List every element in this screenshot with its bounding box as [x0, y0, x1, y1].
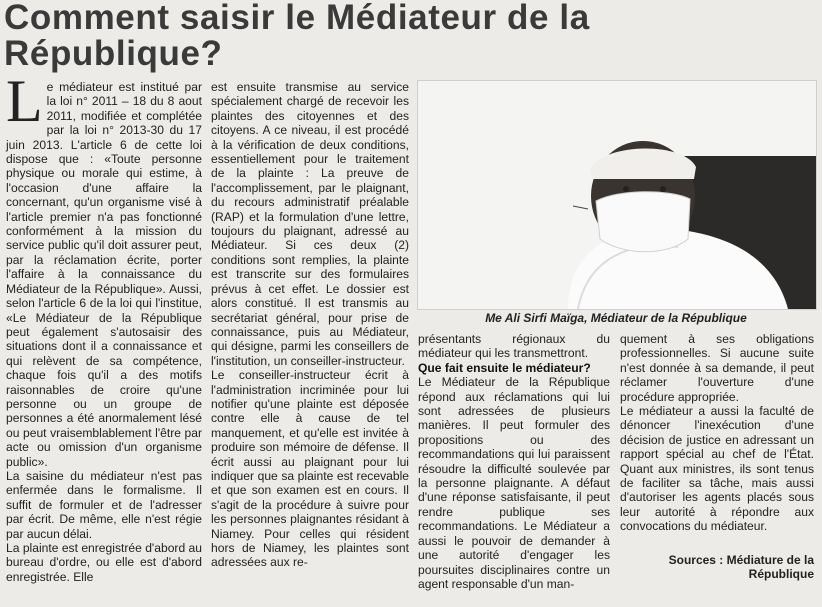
article-column-3 [418, 332, 610, 591]
mediator-photo [417, 80, 817, 310]
paragraph-obligations: quement à ses obligations professionnelles. Si aucune suite n'est donnée à sa demande, il peut réclamer l'ouverture d'une procédure appropriée. [620, 332, 814, 404]
article-column-2 [211, 80, 409, 570]
photo-caption: Me Ali Sirfi Maïga, Médiateur de la République [485, 311, 747, 325]
article-column-1 [6, 68, 202, 584]
paragraph-instructeur: Le conseiller-instructeur écrit à l'administration incriminée pour lui notifier qu'une plainte est déposée contre elle à cause de tel manquement, et qu'elle est invitée à produire son mémoire de défense. Il écrit aussi au plaignant pour lui indiquer que sa plainte est recevable et que son examen est en cours. Il s'agit de la procédure à suivre pour les personnes plaignantes résidant à Niamey. Pour celles qui résident hors de Niamey, les plaintes sont adressées aux re- [211, 368, 409, 570]
drop-cap: L [6, 68, 43, 134]
intro-text: e médiateur est institué par la loi n° 2011 – 18 du 8 aout 2011, modifiée et complétée par la loi n° 2013-30 du 17 juin 2013. L'article 6 de cette loi dispose que : «Toute personne physique ou morale qui estime, à l'occasion d'une affaire la concernant, qu'un organisme visé à l'article premier n'a pas fonctionné conformément à la mission du service public qu'il doit assurer peut, par la réclamation écrite, porter l'affaire à la connaissance du Médiateur de la République». Aussi, selon l'article 6 de la loi qui l'institue, «Le Médiateur de la République peut également s'autosaisir des situations dont il a connaissance et qui relèvent de sa compétence, chaque fois qu'il a des motifs raisonnables de croire qu'une personne ou un groupe de personnes a été anormalement lésé ou peut vraisemblablement l'être par acte ou omission d'un organisme public». [6, 80, 202, 469]
subheading-que-fait: Que fait ensuite le médiateur? [418, 360, 591, 375]
paragraph-saisine: La saisine du médiateur n'est pas enfermée dans le formalisme. Il suffit de formuler et de l'adresser par écrit. De même, elle n'est régie par aucun délai. [6, 468, 202, 541]
paragraph-plainte: La plainte est enregistrée d'abord au bureau d'ordre, ou elle est d'abord enregistrée. Elle [6, 541, 202, 584]
article-headline: Comment saisir le Médiateur de la République? [4, 0, 590, 73]
paragraph-faculte: Le médiateur a aussi la faculté de dénoncer l'inexécution d'une décision de justice en adressant un rapport spécial au chef de l'État. Quant aux ministres, ils sont tenus de faciliter sa tâche, mais aussi d'autoriser les agents placés sous leur autorité à répondre aux convocations du médiateur. [620, 404, 814, 534]
article-column-4 [620, 332, 814, 534]
intro-paragraph [6, 68, 202, 469]
sources-credit: Sources : Médiature de la République [668, 553, 814, 582]
mediator-portrait-image [418, 81, 816, 309]
paragraph-transmission: est ensuite transmise au service spécialement chargé de recevoir les plaintes des citoyennes et des citoyens. A ce niveau, il est procédé à la vérification de deux conditions, essentiellement pour le traitement de la plainte : La preuve de l'accomplissement, par le plaignant, du recours administratif préalable (RAP) et la formulation d'une lettre, toujours du plaignant, adressé au Médiateur. Si ces deux (2) conditions sont remplies, la plainte est transcrite sur des formulaires prévus à cet effet. Le dossier est alors constitué. Il est transmis au secrétariat général, pour prise de connaissance, puis au Médiateur, qui désigne, parmi les conseillers de l'institution, un conseiller-instructeur. [211, 80, 409, 368]
paragraph-reclamations: Le Médiateur de la République répond aux réclamations qui lui sont adressées de plusieurs manières. Il peut formuler des propositions ou des recommandations qui lui paraissent résoudre la difficulté soulevée par la personne plaignante. A défaut d'une réponse satisfaisante, il peut rendre publique ses recommandations. Le Médiateur a aussi le pouvoir de demander à une autorité d'engager les poursuites disciplinaires contre un agent responsable d'un man- [418, 375, 610, 591]
paragraph-representants: présentants régionaux du médiateur qui les transmettront. [418, 332, 610, 361]
